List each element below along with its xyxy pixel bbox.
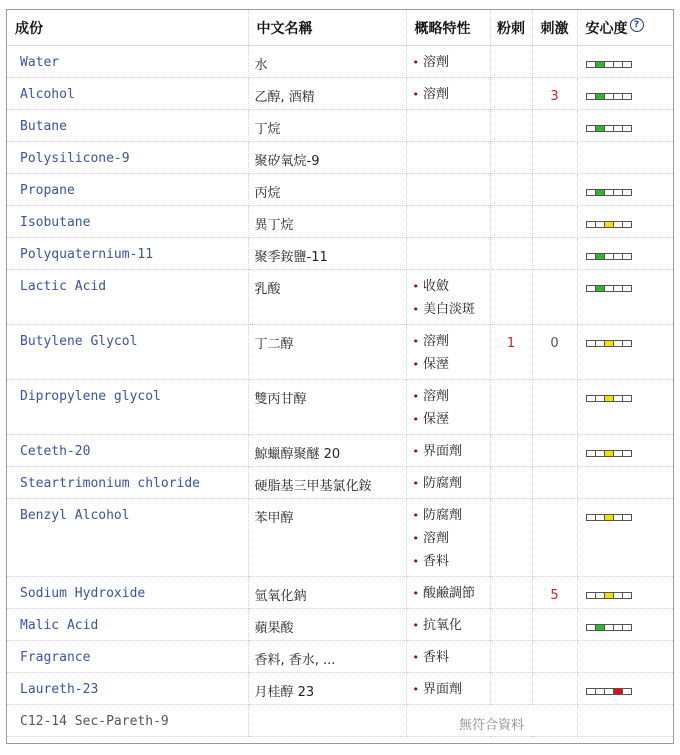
property-label: 抗氧化 [423,618,463,633]
chinese-name: 苯甲醇 [248,499,406,577]
properties-cell [406,238,490,270]
table-row [7,577,673,609]
ingredient-cell [7,609,248,641]
table-row [7,673,673,705]
safety-gauge-segment [605,190,614,195]
bullet-icon: • [412,445,419,458]
safety-gauge-segment [596,62,605,67]
irritation-value [532,142,577,174]
property-label: 保溼 [423,412,450,427]
irritation-value [532,238,577,270]
safety-cell [577,78,673,110]
bullet-icon: • [412,651,419,664]
chinese-name: 聚季銨鹽-11 [248,238,406,270]
chinese-name: 香料, 香水, ... [248,641,406,673]
ingredient-cell [7,238,248,270]
property-item [413,298,490,321]
ingredient-cell [7,142,248,174]
ingredient-cell [7,78,248,110]
safety-gauge-segment [605,625,614,630]
bullet-icon: • [412,619,419,632]
ingredient-link[interactable]: Benzyl Alcohol [20,508,130,523]
safety-gauge-segment [605,94,614,99]
safety-gauge-segment [605,515,614,520]
irritation-value [532,673,577,705]
header-ingredient: 成份 [7,10,248,46]
ingredient-link[interactable]: Laureth-23 [20,682,99,697]
property-label: 界面劑 [423,444,463,459]
safety-gauge-segment [623,190,631,195]
property-item [413,527,490,550]
properties-cell [406,435,490,467]
safety-gauge [586,189,632,196]
safety-gauge-segment [614,396,623,401]
properties-cell [406,110,490,142]
table-row [7,46,673,78]
chinese-name: 月桂醇 23 [248,673,406,705]
property-label: 溶劑 [423,87,450,102]
ingredient-link[interactable]: Steartrimonium chloride [20,476,201,491]
ingredient-link[interactable]: Butane [20,119,67,134]
safety-gauge-segment [623,254,631,259]
properties-cell [406,142,490,174]
property-item [413,550,490,573]
ingredient-link[interactable]: Sodium Hydroxide [20,586,146,601]
property-item [413,472,490,495]
ingredient-name: C12-14 Sec-Pareth-9 [20,714,169,729]
safety-gauge [586,125,632,132]
irritation-value [532,174,577,206]
safety-gauge-segment [587,126,596,131]
chinese-name: 異丁烷 [248,206,406,238]
header-properties: 概略特性 [406,10,490,46]
header-acne: 粉刺 [490,10,532,46]
safety-gauge-segment [614,451,623,456]
ingredient-link[interactable]: Alcohol [20,87,75,102]
property-item [413,330,490,353]
acne-value [490,238,532,270]
bullet-icon: • [412,358,419,371]
safety-gauge-segment [587,62,596,67]
table-row [7,609,673,641]
bullet-icon: • [412,555,419,568]
safety-gauge [586,624,632,631]
ingredient-cell [7,270,248,325]
safety-gauge [586,285,632,292]
ingredient-link[interactable]: Ceteth-20 [20,444,91,459]
safety-cell [577,270,673,325]
irritation-value [532,467,577,499]
acne-value [490,46,532,78]
safety-cell [577,641,673,673]
safety-gauge-segment [614,254,623,259]
safety-gauge [586,253,632,260]
acne-value [490,380,532,435]
ingredient-link[interactable]: Isobutane [20,215,91,230]
safety-cell [577,325,673,380]
header-irritation: 刺激 [532,10,577,46]
ingredient-cell [7,110,248,142]
ingredient-cell [7,435,248,467]
property-label: 防腐劑 [423,476,463,491]
safety-cell [577,46,673,78]
chinese-name: 乙醇, 酒精 [248,78,406,110]
ingredient-link[interactable]: Polyquaternium-11 [20,247,154,262]
safety-gauge-segment [623,396,631,401]
safety-gauge [586,450,632,457]
header-safety-label: 安心度 [585,20,628,37]
safety-gauge-segment [623,286,631,291]
safety-gauge [586,93,632,100]
safety-gauge-segment [623,126,631,131]
ingredient-cell [7,499,248,577]
safety-gauge-segment [623,515,631,520]
bullet-icon: • [412,335,419,348]
table-row [7,78,673,110]
ingredient-link[interactable]: Malic Acid [20,618,99,633]
safety-cell [577,380,673,435]
safety-gauge-segment [614,593,623,598]
table-row [7,641,673,673]
bullet-icon: • [412,413,419,426]
safety-gauge [586,395,632,402]
ingredient-cell [7,641,248,673]
ingredient-cell [7,46,248,78]
safety-gauge-segment [614,286,623,291]
safety-cell [577,142,673,174]
chinese-name: 丁二醇 [248,325,406,380]
properties-cell [406,78,490,110]
property-label: 溶劑 [423,389,450,404]
property-label: 收斂 [423,279,450,294]
safety-gauge-segment [605,254,614,259]
safety-gauge-segment [587,254,596,259]
safety-cell [577,609,673,641]
safety-gauge-segment [596,396,605,401]
property-item [413,614,490,637]
irritation-value [532,380,577,435]
safety-gauge-segment [614,126,623,131]
safety-gauge-segment [587,341,596,346]
chinese-name: 丁烷 [248,110,406,142]
ingredient-cell [7,206,248,238]
safety-gauge-segment [605,593,614,598]
safety-gauge-segment [623,451,631,456]
properties-cell [406,46,490,78]
bullet-icon: • [412,532,419,545]
ingredient-cell [7,174,248,206]
safety-gauge-segment [614,341,623,346]
property-label: 香料 [423,650,450,665]
no-data-message: 無符合資料 [406,705,577,737]
property-label: 溶劑 [423,334,450,349]
header-safety [577,10,673,46]
acne-value [490,270,532,325]
acne-value [490,206,532,238]
ingredient-cell [7,380,248,435]
safety-gauge-segment [596,190,605,195]
safety-gauge-segment [614,62,623,67]
property-item [413,582,490,605]
table-row [7,206,673,238]
safety-gauge-segment [614,222,623,227]
safety-cell [577,673,673,705]
properties-cell [406,577,490,609]
safety-gauge-segment [623,593,631,598]
properties-cell [406,641,490,673]
table-row [7,467,673,499]
chinese-name: 氫氧化鈉 [248,577,406,609]
property-item [413,385,490,408]
safety-gauge-segment [614,190,623,195]
ingredient-link[interactable]: Butylene Glycol [20,334,138,349]
property-label: 界面劑 [423,682,463,697]
safety-cell [577,435,673,467]
safety-gauge-segment [596,451,605,456]
safety-gauge-segment [596,341,605,346]
safety-gauge-segment [623,689,631,694]
safety-gauge-segment [596,126,605,131]
chinese-name: 鯨蠟醇聚醚 20 [248,435,406,467]
property-label: 酸鹼調節 [423,586,476,601]
table-row [7,435,673,467]
properties-cell [406,467,490,499]
property-item [413,83,490,106]
safety-gauge-segment [605,286,614,291]
bullet-icon: • [412,56,419,69]
safety-cell [577,467,673,499]
safety-gauge-segment [587,515,596,520]
safety-gauge [586,592,632,599]
help-icon[interactable]: ? [630,18,644,32]
safety-gauge-segment [587,190,596,195]
bullet-icon: • [412,303,419,316]
ingredient-cell [7,673,248,705]
table-row [7,174,673,206]
acne-value [490,577,532,609]
safety-gauge-segment [614,94,623,99]
acne-value [490,174,532,206]
safety-gauge-segment [605,62,614,67]
acne-value [490,673,532,705]
acne-value [490,641,532,673]
safety-gauge-segment [596,94,605,99]
safety-gauge-segment [587,396,596,401]
chinese-name [248,705,406,737]
property-item [413,678,490,701]
bullet-icon: • [412,683,419,696]
chinese-name: 雙丙甘醇 [248,380,406,435]
safety-gauge-segment [587,689,596,694]
safety-cell [577,110,673,142]
ingredient-link[interactable]: Polysilicone-9 [20,151,130,166]
bullet-icon: • [412,88,419,101]
property-label: 香料 [423,554,450,569]
chinese-name: 硬脂基三甲基氯化銨 [248,467,406,499]
bullet-icon: • [412,587,419,600]
table-row [7,142,673,174]
properties-cell [406,174,490,206]
irritation-value [532,206,577,238]
safety-gauge-segment [623,94,631,99]
acne-value [490,435,532,467]
safety-gauge-segment [596,593,605,598]
safety-gauge-segment [596,625,605,630]
acne-value: 1 [490,325,532,380]
property-item [413,646,490,669]
safety-gauge-segment [614,625,623,630]
property-item [413,408,490,431]
header-chinese-name: 中文名稱 [248,10,406,46]
table-header-row [7,10,673,46]
property-item [413,504,490,527]
safety-cell [577,705,673,737]
safety-gauge-segment [596,689,605,694]
table-row [7,705,673,737]
chinese-name: 水 [248,46,406,78]
properties-cell [406,270,490,325]
safety-gauge-segment [623,341,631,346]
safety-gauge-segment [587,451,596,456]
safety-gauge-segment [605,126,614,131]
acne-value [490,467,532,499]
safety-gauge-segment [587,94,596,99]
irritation-value [532,499,577,577]
safety-cell [577,206,673,238]
ingredient-cell [7,467,248,499]
safety-gauge [586,61,632,68]
bullet-icon: • [412,390,419,403]
safety-gauge-segment [605,689,614,694]
property-label: 防腐劑 [423,508,463,523]
properties-cell [406,673,490,705]
irritation-value [532,641,577,673]
bullet-icon: • [412,509,419,522]
safety-gauge-segment [614,689,623,694]
ingredient-cell [7,705,248,737]
properties-cell [406,609,490,641]
property-label: 溶劑 [423,531,450,546]
safety-gauge-segment [596,286,605,291]
safety-gauge [586,688,632,695]
safety-gauge-segment [623,222,631,227]
table-row [7,499,673,577]
ingredient-link[interactable]: Propane [20,183,75,198]
ingredient-link[interactable]: Dipropylene glycol [20,389,161,404]
ingredient-link[interactable]: Fragrance [20,650,91,665]
safety-gauge-segment [587,286,596,291]
chinese-name: 丙烷 [248,174,406,206]
irritation-value: 5 [532,577,577,609]
property-item [413,440,490,463]
safety-gauge-segment [605,341,614,346]
safety-cell [577,174,673,206]
safety-cell [577,499,673,577]
chinese-name: 蘋果酸 [248,609,406,641]
irritation-value: 3 [532,78,577,110]
irritation-value [532,270,577,325]
safety-gauge-segment [596,254,605,259]
table-row [7,325,673,380]
safety-gauge-segment [605,451,614,456]
safety-gauge [586,514,632,521]
table-row [7,238,673,270]
safety-gauge-segment [605,396,614,401]
property-item [413,275,490,298]
chinese-name: 聚矽氧烷-9 [248,142,406,174]
safety-cell [577,577,673,609]
ingredient-cell [7,577,248,609]
ingredient-link[interactable]: Water [20,55,60,70]
bullet-icon: • [412,477,419,490]
irritation-value [532,609,577,641]
table-row [7,380,673,435]
property-label: 溶劑 [423,55,450,70]
ingredient-table [7,10,673,737]
acne-value [490,609,532,641]
ingredient-cell [7,325,248,380]
safety-cell [577,238,673,270]
safety-gauge [586,221,632,228]
safety-gauge-segment [623,625,631,630]
safety-gauge-segment [596,515,605,520]
table-row [7,270,673,325]
irritation-value [532,435,577,467]
ingredient-table-panel [6,9,674,744]
table-row [7,110,673,142]
safety-gauge-segment [614,515,623,520]
acne-value [490,499,532,577]
safety-gauge-segment [587,625,596,630]
safety-gauge-segment [623,62,631,67]
safety-gauge-segment [596,222,605,227]
chinese-name: 乳酸 [248,270,406,325]
properties-cell [406,380,490,435]
property-label: 美白淡斑 [423,302,476,317]
properties-cell [406,325,490,380]
acne-value [490,78,532,110]
irritation-value [532,46,577,78]
property-label: 保溼 [423,357,450,372]
ingredient-link[interactable]: Lactic Acid [20,279,107,294]
property-item [413,51,490,74]
acne-value [490,142,532,174]
irritation-value [532,110,577,142]
irritation-value: 0 [532,325,577,380]
acne-value [490,110,532,142]
safety-gauge-segment [587,593,596,598]
properties-cell [406,206,490,238]
property-item [413,353,490,376]
safety-gauge-segment [587,222,596,227]
properties-cell [406,499,490,577]
safety-gauge-segment [605,222,614,227]
bullet-icon: • [412,280,419,293]
safety-gauge [586,340,632,347]
